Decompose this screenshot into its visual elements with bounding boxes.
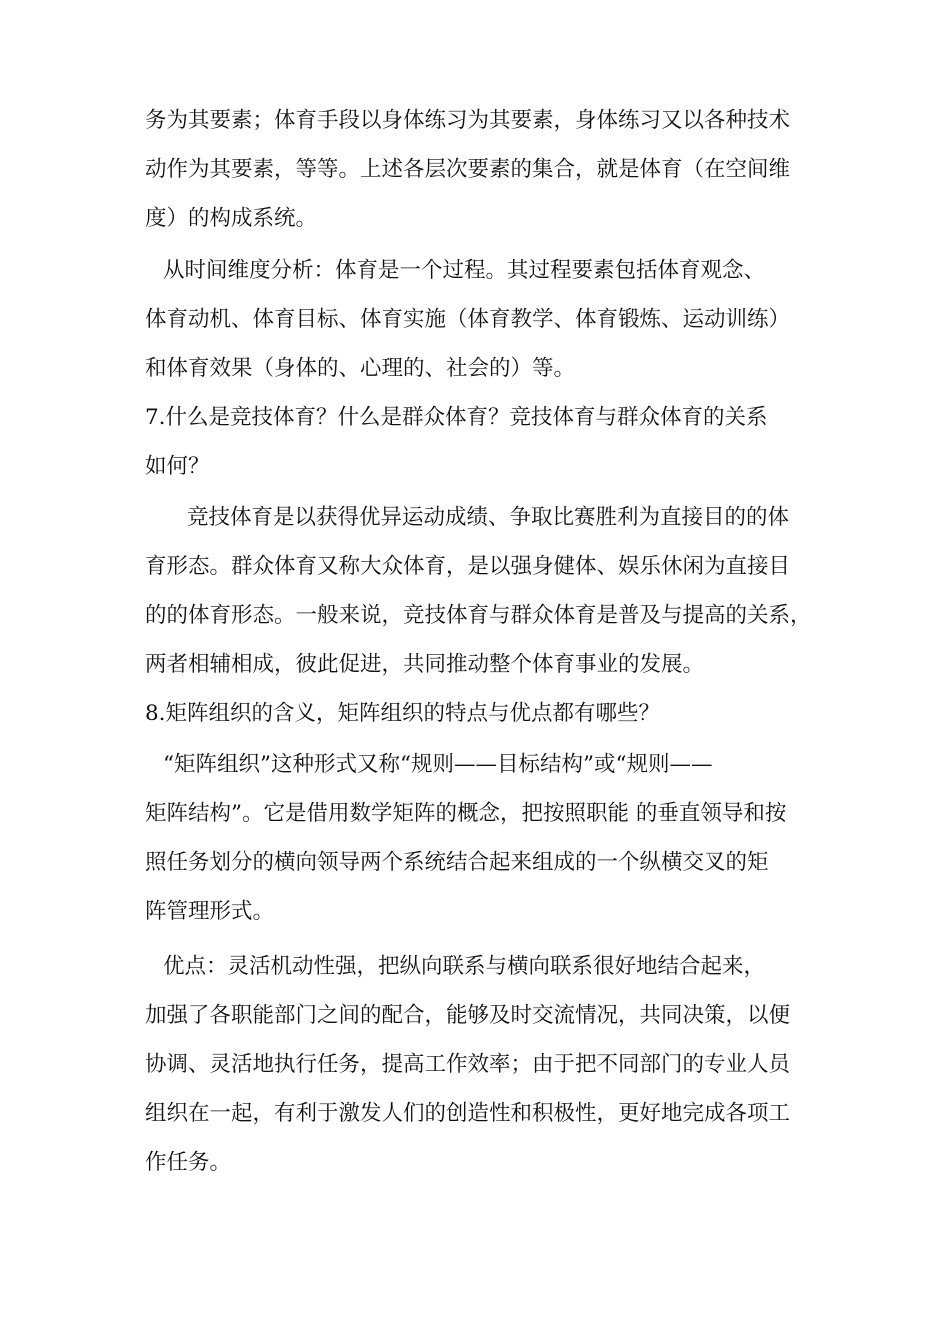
question-heading: 7.什么是竞技体育？什么是群众体育？竞技体育与群众体育的关系 [145, 405, 768, 430]
body-text-line: 育形态。群众体育又称大众体育，是以强身健体、娱乐休闲为直接目 [145, 554, 791, 579]
body-text-line: “矩阵组织”这种形式又称“规则——目标结构”或“规则—— [163, 752, 713, 777]
body-text-line: 两者相辅相成，彼此促进，共同推动整个体育事业的发展。 [145, 652, 705, 677]
body-text-line: 竞技体育是以获得优异运动成绩、争取比赛胜利为直接目的的体 [187, 505, 790, 530]
body-text-line: 优点：灵活机动性强，把纵向联系与横向联系很好地结合起来， [163, 954, 766, 979]
body-text-line: 的的体育形态。一般来说，竞技体育与群众体育是普及与提高的关系， [145, 603, 812, 628]
body-text-line: 协调、灵活地执行任务，提高工作效率；由于把不同部门的专业人员 [145, 1052, 791, 1077]
body-text-line: 度）的构成系统。 [145, 206, 318, 231]
question-heading: 8.矩阵组织的含义，矩阵组织的特点与优点都有哪些？ [145, 701, 661, 726]
body-text-line: 加强了各职能部门之间的配合，能够及时交流情况，共同决策，以便 [145, 1003, 791, 1028]
body-text-line: 作任务。 [145, 1150, 232, 1175]
body-text-line: 阵管理形式。 [145, 899, 275, 924]
body-text-line: 动作为其要素，等等。上述各层次要素的集合，就是体育（在空间维 [145, 157, 791, 182]
body-text-line: 从时间维度分析：体育是一个过程。其过程要素包括体育观念、 [163, 258, 766, 283]
body-text-line: 照任务划分的横向领导两个系统结合起来组成的一个纵横交叉的矩 [145, 850, 769, 875]
body-text-line: 和体育效果（身体的、心理的、社会的）等。 [145, 356, 576, 381]
question-heading: 如何？ [145, 454, 210, 479]
body-text-line: 矩阵结构”。它是借用数学矩阵的概念，把按照职能 的垂直领导和按 [145, 801, 787, 826]
body-text-line: 务为其要素；体育手段以身体练习为其要素，身体练习又以各种技术 [145, 108, 791, 133]
body-text-line: 组织在一起，有利于激发人们的创造性和积极性，更好地完成各项工 [145, 1101, 791, 1126]
body-text-line: 体育动机、体育目标、体育实施（体育教学、体育锻炼、运动训练） [145, 307, 791, 332]
